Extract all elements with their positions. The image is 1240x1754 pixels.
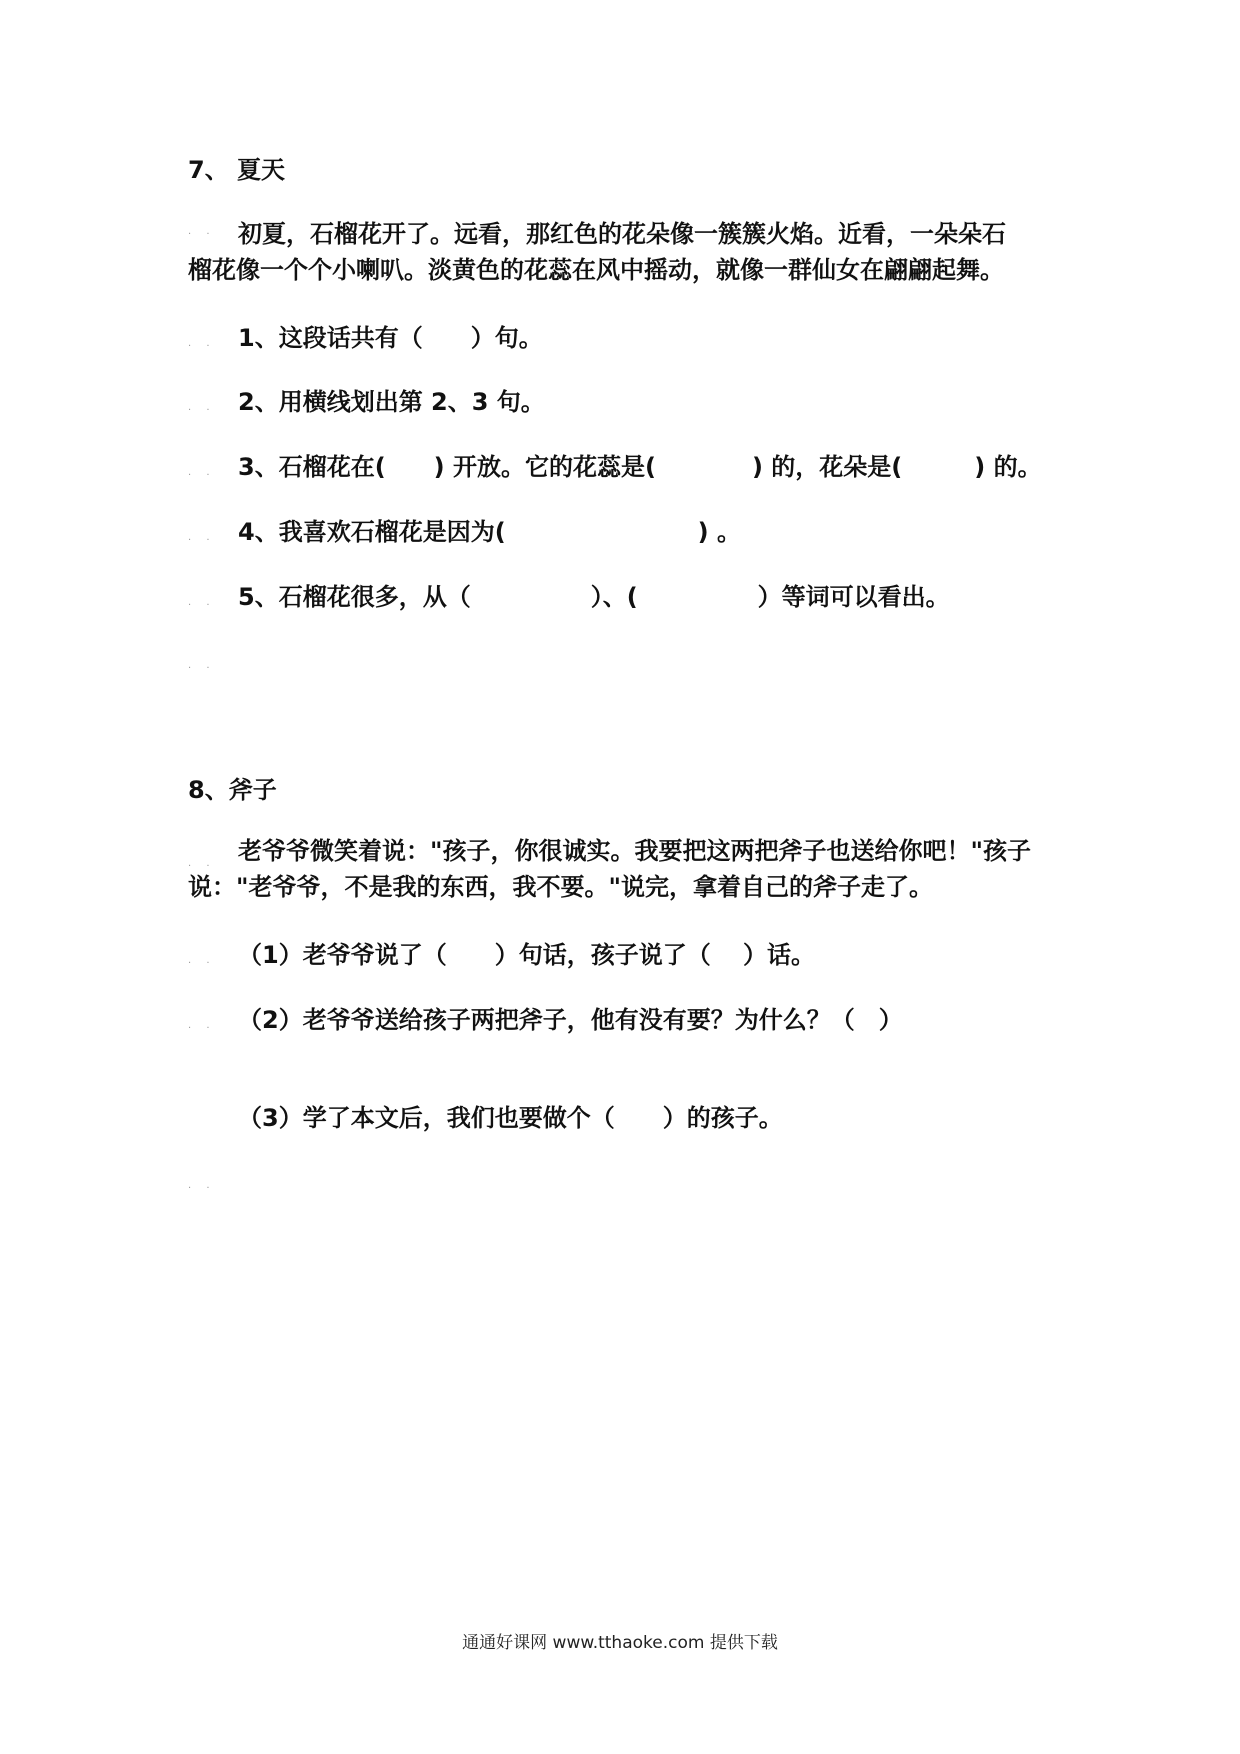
section7-question-2: 2、用横线划出第 2、3 句。 [238, 388, 545, 416]
section8-question-3: （3）学了本文后，我们也要做个（ ）的孩子。 [238, 1104, 783, 1132]
margin-mark: . . [188, 402, 216, 413]
margin-mark: . . [188, 226, 216, 237]
margin-mark: . . [188, 597, 216, 608]
section8-question-2: （2）老爷爷送给孩子两把斧子，他有没有要？为什么？（ ） [238, 1006, 903, 1034]
section8-title: 8、斧子 [188, 776, 277, 804]
section7-question-3: 3、石榴花在( ) 开放。它的花蕊是( ) 的，花朵是( ) 的。 [238, 453, 1042, 481]
margin-mark: . . [188, 660, 216, 671]
section8-paragraph-line2: 说："老爷爷，不是我的东西，我不要。"说完，拿着自己的斧子走了。 [188, 873, 934, 901]
margin-mark: . . [188, 1020, 216, 1031]
section8-question-1: （1）老爷爷说了（ ）句话，孩子说了（ ）话。 [238, 941, 816, 969]
margin-mark: . . [188, 467, 216, 478]
section7-question-1: 1、这段话共有（ ）句。 [238, 324, 543, 352]
section7-paragraph-line1: 初夏，石榴花开了。远看，那红色的花朵像一簇簇火焰。近看，一朵朵石 [238, 220, 1006, 248]
margin-mark: . . [188, 1180, 216, 1191]
margin-mark: . . [188, 532, 216, 543]
section7-paragraph-line2: 榴花像一个个小喇叭。淡黄色的花蕊在风中摇动，就像一群仙女在翩翩起舞。 [188, 256, 1004, 284]
section7-question-5: 5、石榴花很多，从（ ）、( ）等词可以看出。 [238, 583, 950, 611]
footer-source: 通通好课网 www.tthaoke.com 提供下载 [462, 1633, 778, 1653]
section8-paragraph-line1: 老爷爷微笑着说："孩子，你很诚实。我要把这两把斧子也送给你吧！"孩子 [238, 837, 1032, 865]
margin-mark: . . [188, 858, 216, 869]
section7-question-4: 4、我喜欢石榴花是因为( ) 。 [238, 518, 741, 546]
section7-title: 7、 夏天 [188, 156, 286, 184]
margin-mark: . . [188, 955, 216, 966]
margin-mark: . . [188, 338, 216, 349]
